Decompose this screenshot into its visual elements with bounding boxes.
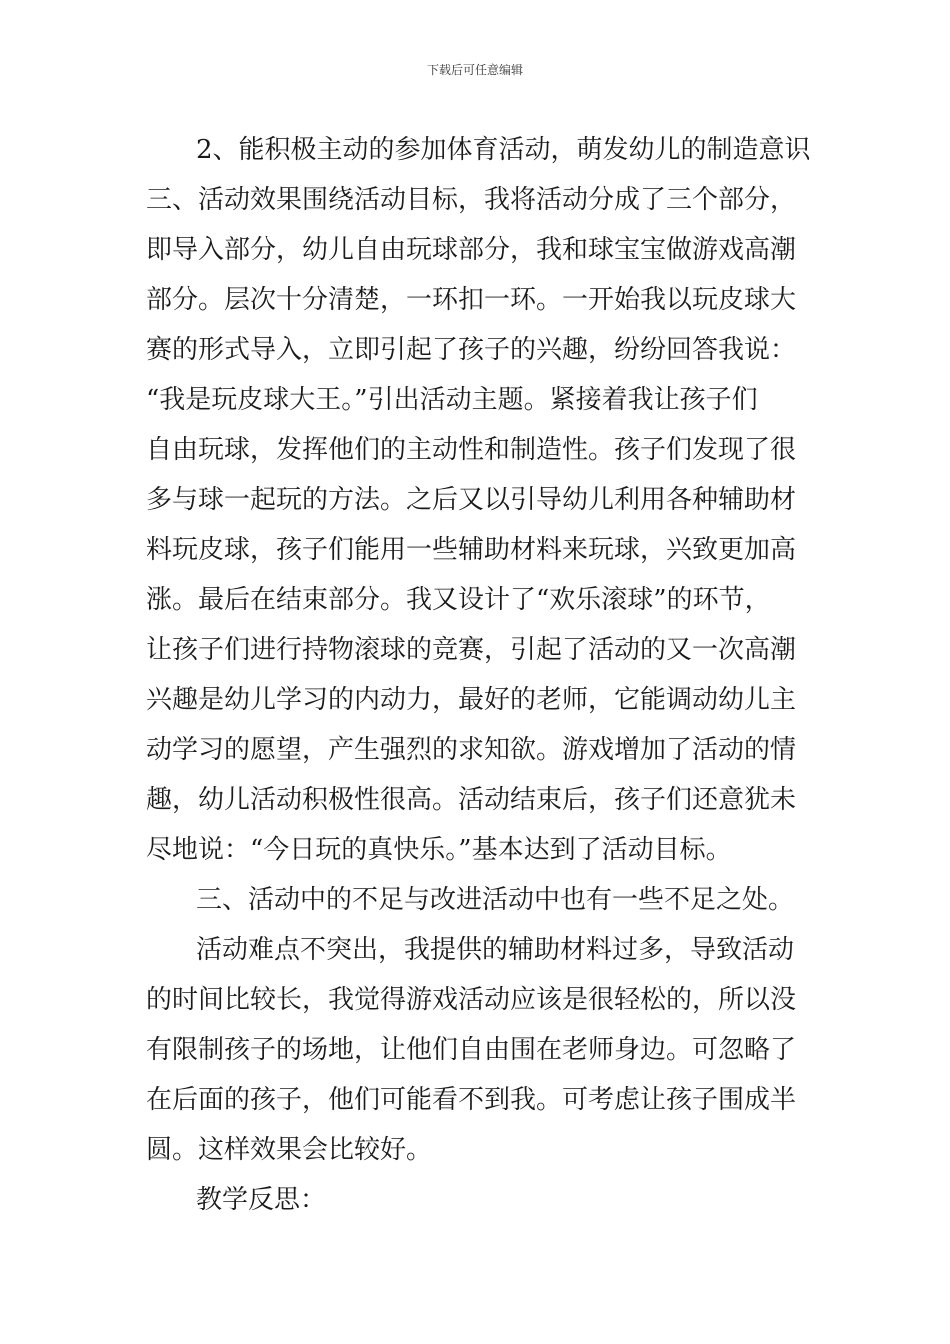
paragraph-line: 圆。这样效果会比较好。 xyxy=(146,1135,433,1165)
paragraph-line: 多与球一起玩的方法。之后又以引导幼儿利用各种辅助材 xyxy=(146,485,797,515)
section-heading: 三、活动中的不足与改进活动中也有一些不足之处。 xyxy=(196,885,795,915)
paragraph-line: 兴趣是幼儿学习的内动力，最好的老师，它能调动幼儿主 xyxy=(146,685,797,715)
paragraph-line: 让孩子们进行持物滚球的竞赛，引起了活动的又一次高潮 xyxy=(146,635,797,665)
page-header: 下载后可任意编辑 xyxy=(426,63,523,77)
paragraph-line: 在后面的孩子，他们可能看不到我。可考虑让孩子围成半 xyxy=(146,1085,797,1115)
paragraph-line: 即导入部分，幼儿自由玩球部分，我和球宝宝做游戏高潮 xyxy=(146,235,797,265)
paragraph-line: 三、活动效果围绕活动目标，我将活动分成了三个部分， xyxy=(146,185,797,215)
paragraph-line: 尽地说：“今日玩的真快乐。”基本达到了活动目标。 xyxy=(146,835,732,865)
paragraph-line: 的时间比较长，我觉得游戏活动应该是很轻松的，所以没 xyxy=(146,985,797,1015)
paragraph-line: 2、能积极主动的参加体育活动，萌发幼儿的制造意识 xyxy=(196,135,811,165)
paragraph-line: 部分。层次十分清楚，一环扣一环。一开始我以玩皮球大 xyxy=(146,285,797,315)
paragraph-line: 自由玩球，发挥他们的主动性和制造性。孩子们发现了很 xyxy=(146,435,797,465)
section-heading: 教学反思： xyxy=(196,1185,327,1215)
paragraph-line: “我是玩皮球大王。”引出活动主题。紧接着我让孩子们 xyxy=(146,385,758,415)
paragraph-line: 趣，幼儿活动积极性很高。活动结束后，孩子们还意犹未 xyxy=(146,785,797,815)
paragraph-line: 涨。最后在结束部分。我又设计了“欢乐滚球”的环节， xyxy=(146,585,771,615)
paragraph-line: 赛的形式导入，立即引起了孩子的兴趣，纷纷回答我说： xyxy=(146,335,797,365)
paragraph-line: 料玩皮球，孩子们能用一些辅助材料来玩球，兴致更加高 xyxy=(146,535,797,565)
paragraph-line: 活动难点不突出，我提供的辅助材料过多，导致活动 xyxy=(196,935,795,965)
paragraph-line: 动学习的愿望，产生强烈的求知欲。游戏增加了活动的情 xyxy=(146,735,797,765)
paragraph-line: 有限制孩子的场地，让他们自由围在老师身边。可忽略了 xyxy=(146,1035,797,1065)
